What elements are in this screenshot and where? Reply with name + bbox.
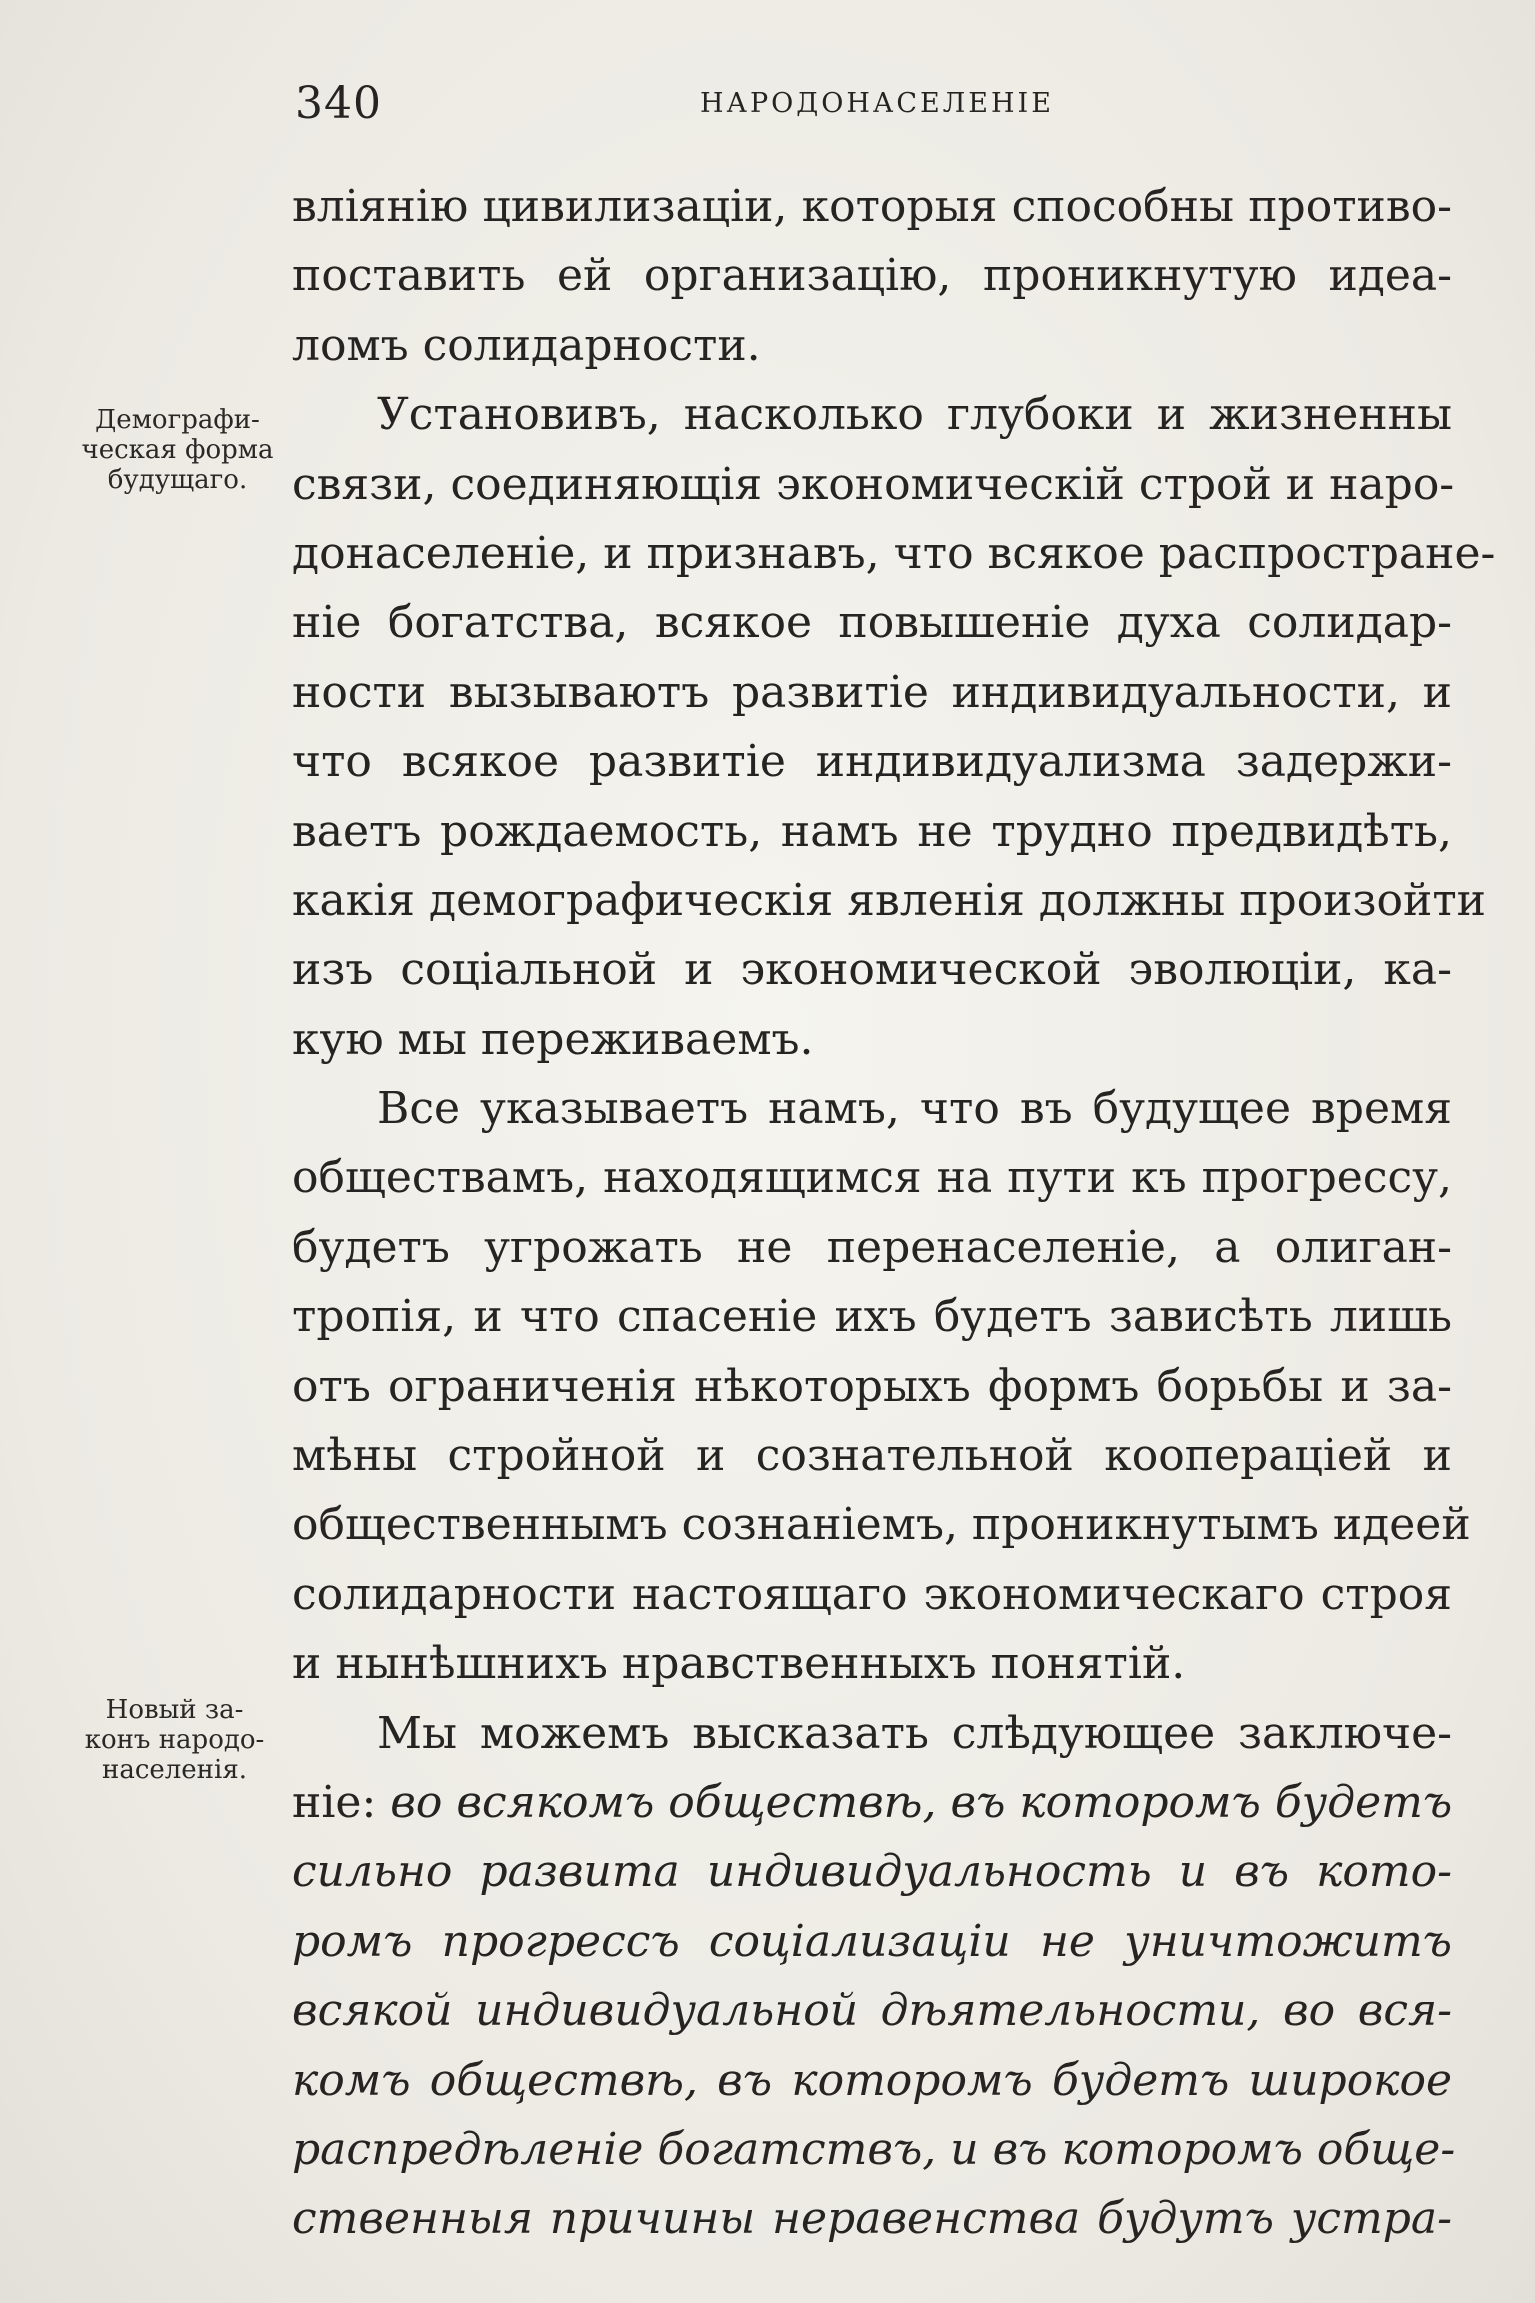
text-line: общественнымъ сознаніемъ, проникнутымъ идеей [292, 1499, 1471, 1551]
margin-note-demographic-form [70, 405, 285, 495]
italic-text-line: всякой индивидуальной дѣятельности, во вся- [292, 1985, 1452, 2037]
text-line: тропія, и что спасеніе ихъ будетъ зависѣть лишь [292, 1291, 1452, 1343]
text-line-mixed [292, 1768, 1452, 1837]
margin-note-line: ческая форма [81, 435, 274, 465]
text-line: Мы можемъ высказать слѣдующее заключе- [377, 1707, 1452, 1759]
italic-text-line: комъ обществѣ, въ которомъ будетъ широкое [292, 2054, 1452, 2106]
text-line: обществамъ, находящимся на пути къ прогрессу, [292, 1152, 1452, 1204]
italic-text-line: сильно развита индивидуальность и въ кото- [292, 1846, 1452, 1898]
italic-text-fragment: во всякомъ обществѣ, въ которомъ будетъ [390, 1776, 1453, 1828]
text-line: изъ соціальной и экономической эволюціи, ка- [292, 944, 1452, 996]
text-fragment: ніе: [292, 1776, 391, 1828]
page-header [295, 78, 1445, 138]
text-line: ніе богатства, всякое повышеніе духа солидар- [292, 597, 1452, 649]
text-line: связи, соединяющія экономическій строй и наро- [292, 458, 1455, 510]
text-line: отъ ограниченія нѣкоторыхъ формъ борьбы и за- [292, 1360, 1452, 1412]
text-line: солидарности настоящаго экономическаго строя [292, 1568, 1452, 1620]
text-line: будетъ угрожать не перенаселеніе, а олиган- [292, 1221, 1452, 1273]
text-line: ваетъ рождаемость, намъ не трудно предвидѣть, [292, 805, 1452, 857]
page-number: 340 [295, 78, 382, 129]
text-line: Все указываетъ намъ, что въ будущее время [377, 1083, 1452, 1135]
body-text [292, 172, 1496, 2254]
text-line: что всякое развитіе индивидуализма задержи- [292, 736, 1452, 788]
text-line: ности вызываютъ развитіе индивидуальности, и [292, 666, 1452, 718]
text-line: и нынѣшнихъ нравственныхъ понятій. [292, 1638, 1186, 1690]
italic-text-line: распредѣленіе богатствъ, и въ которомъ обще- [292, 2123, 1456, 2175]
margin-note-line: Новый за- [105, 1695, 244, 1725]
text-line: мѣны стройной и сознательной кооперацiей и [292, 1430, 1452, 1482]
running-head: НАРОДОНАСЕЛЕНІЕ [700, 88, 1054, 119]
italic-text-line: ственныя причины неравенства будутъ устра- [292, 2193, 1452, 2245]
margin-note-new-law [62, 1695, 287, 1785]
text-line: Установивъ, насколько глубоки и жизненны [377, 389, 1452, 441]
text-line: поставить ей организацію, проникнутую идеа- [292, 250, 1452, 302]
margin-note-line: населенія. [102, 1755, 247, 1785]
text-line: ломъ солидарности. [292, 319, 761, 371]
margin-note-line: Демографи- [95, 405, 260, 435]
margin-note-line: будущаго. [107, 465, 248, 495]
text-line: вліянію цивилизаціи, которыя способны противо- [292, 181, 1452, 232]
text-line: какія демографическія явленія должны произойти [292, 874, 1486, 926]
italic-text-line: ромъ прогрессъ соціализаціи не уничтожитъ [292, 1915, 1452, 1967]
text-line: кую мы переживаемъ. [292, 1013, 814, 1065]
text-line: донаселеніе, и признавъ, что всякое распростране- [292, 527, 1496, 579]
margin-note-line: конъ народо- [84, 1725, 265, 1755]
